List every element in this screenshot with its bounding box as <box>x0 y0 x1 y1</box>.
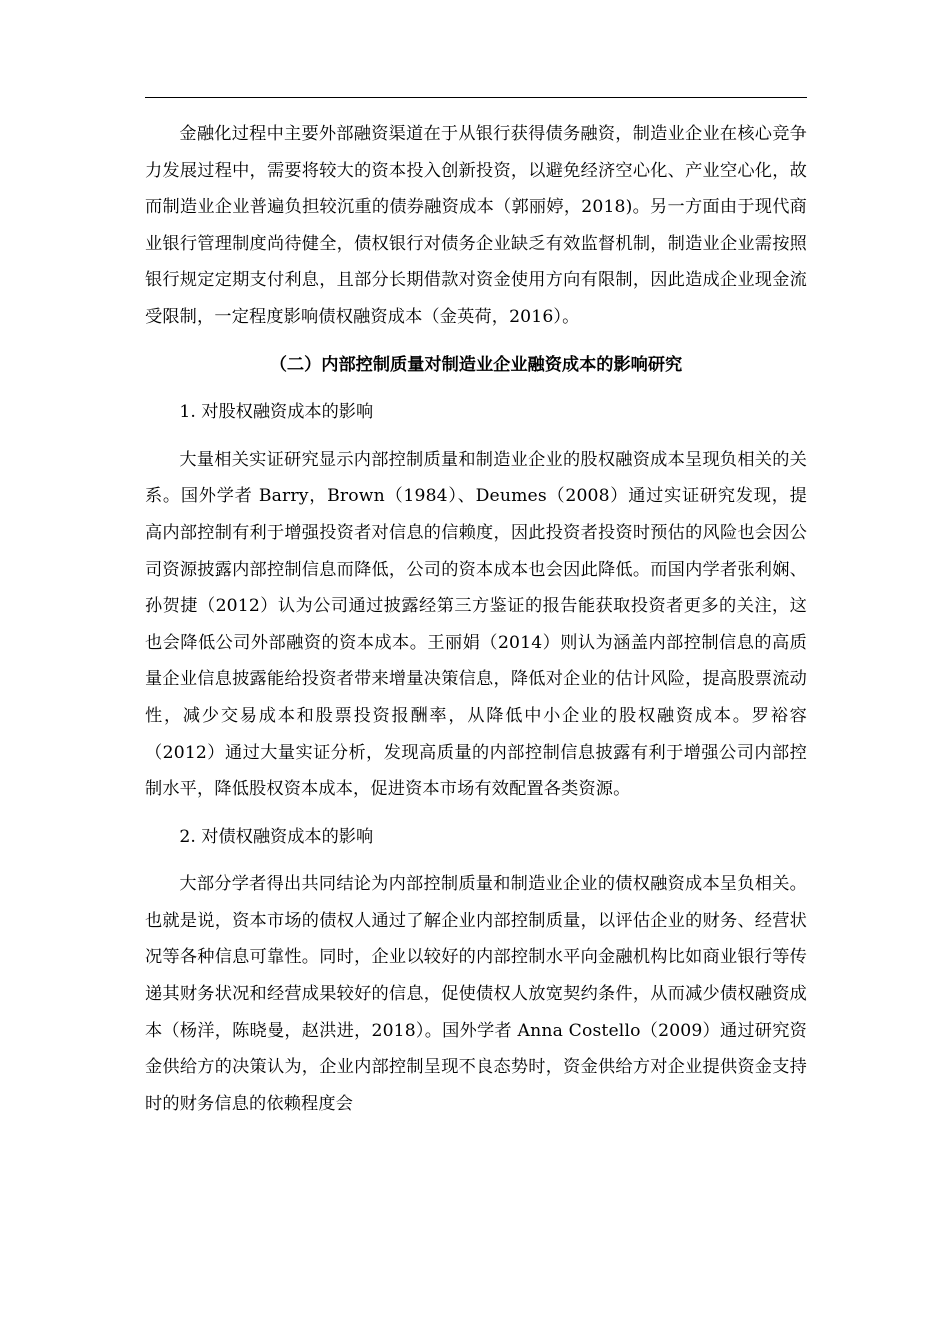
document-body <box>145 116 807 1133</box>
paragraph-debt-financing: 大部分学者得出共同结论为内部控制质量和制造业企业的债权融资成本呈负相关。也就是说，资本市场的债权人通过了解企业内部控制质量，以评估企业的财务、经营状况等各种信息可靠性。同时，企业以较好的内部控制水平向金融机构比如商业银行等传递其财务状况和经营成果较好的信息，促使债权人放宽契约条件，从而减少债权融资成本（杨洋，陈晓曼，赵洪进，2018）。国外学者 Anna Costello（2009）通过研究资金供给方的决策认为，企业内部控制呈现不良态势时，资金供给方对企业提供资金支持时的财务信息的依赖程度会 <box>145 874 807 1114</box>
paragraph-financing-channels: 金融化过程中主要外部融资渠道在于从银行获得债务融资，制造业企业在核心竞争力发展过程中，需要将较大的资本投入创新投资，以避免经济空心化、产业空心化，故而制造业企业普遍负担较沉重的债券融资成本（郭丽婷，2018)。另一方面由于现代商业银行管理制度尚待健全，债权银行对债务企业缺乏有效监督机制，制造业企业需按照银行规定定期支付利息，且部分长期借款对资金使用方向有限制，因此造成企业现金流受限制，一定程度影响债权融资成本（金英荷，2016）。 <box>145 124 807 327</box>
subheading-debt-financing: 2. 对债权融资成本的影响 <box>179 826 374 847</box>
paragraph-equity-financing: 大量相关实证研究显示内部控制质量和制造业企业的股权融资成本呈现负相关的关系。国外学者 Barry，Brown（1984）、Deumes（2008）通过实证研究发现，提高内部控制有利于增强投资者对信息的信赖度，因此投资者投资时预估的风险也会因公司资源披露内部控制信息而降低，公司的资本成本也会因此降低。而国内学者张利娴、孙贺捷（2012）认为公司通过披露经第三方鉴证的报告能获取投资者更多的关注，这也会降低公司外部融资的资本成本。王丽娟（2014）则认为涵盖内部控制信息的高质量企业信息披露能给投资者带来增量决策信息，降低对企业的估计风险，提高股票流动性，减少交易成本和股票投资报酬率，从降低中小企业的股权融资成本。罗裕容（2012）通过大量实证分析，发现高质量的内部控制信息披露有利于增强公司内部控制水平，降低股权资本成本，促进资本市场有效配置各类资源。 <box>145 449 807 800</box>
subheading-equity-financing: 1. 对股权融资成本的影响 <box>179 402 374 423</box>
section-heading: （二）内部控制质量对制造业企业融资成本的影响研究 <box>269 354 683 375</box>
header-rule <box>145 97 807 98</box>
